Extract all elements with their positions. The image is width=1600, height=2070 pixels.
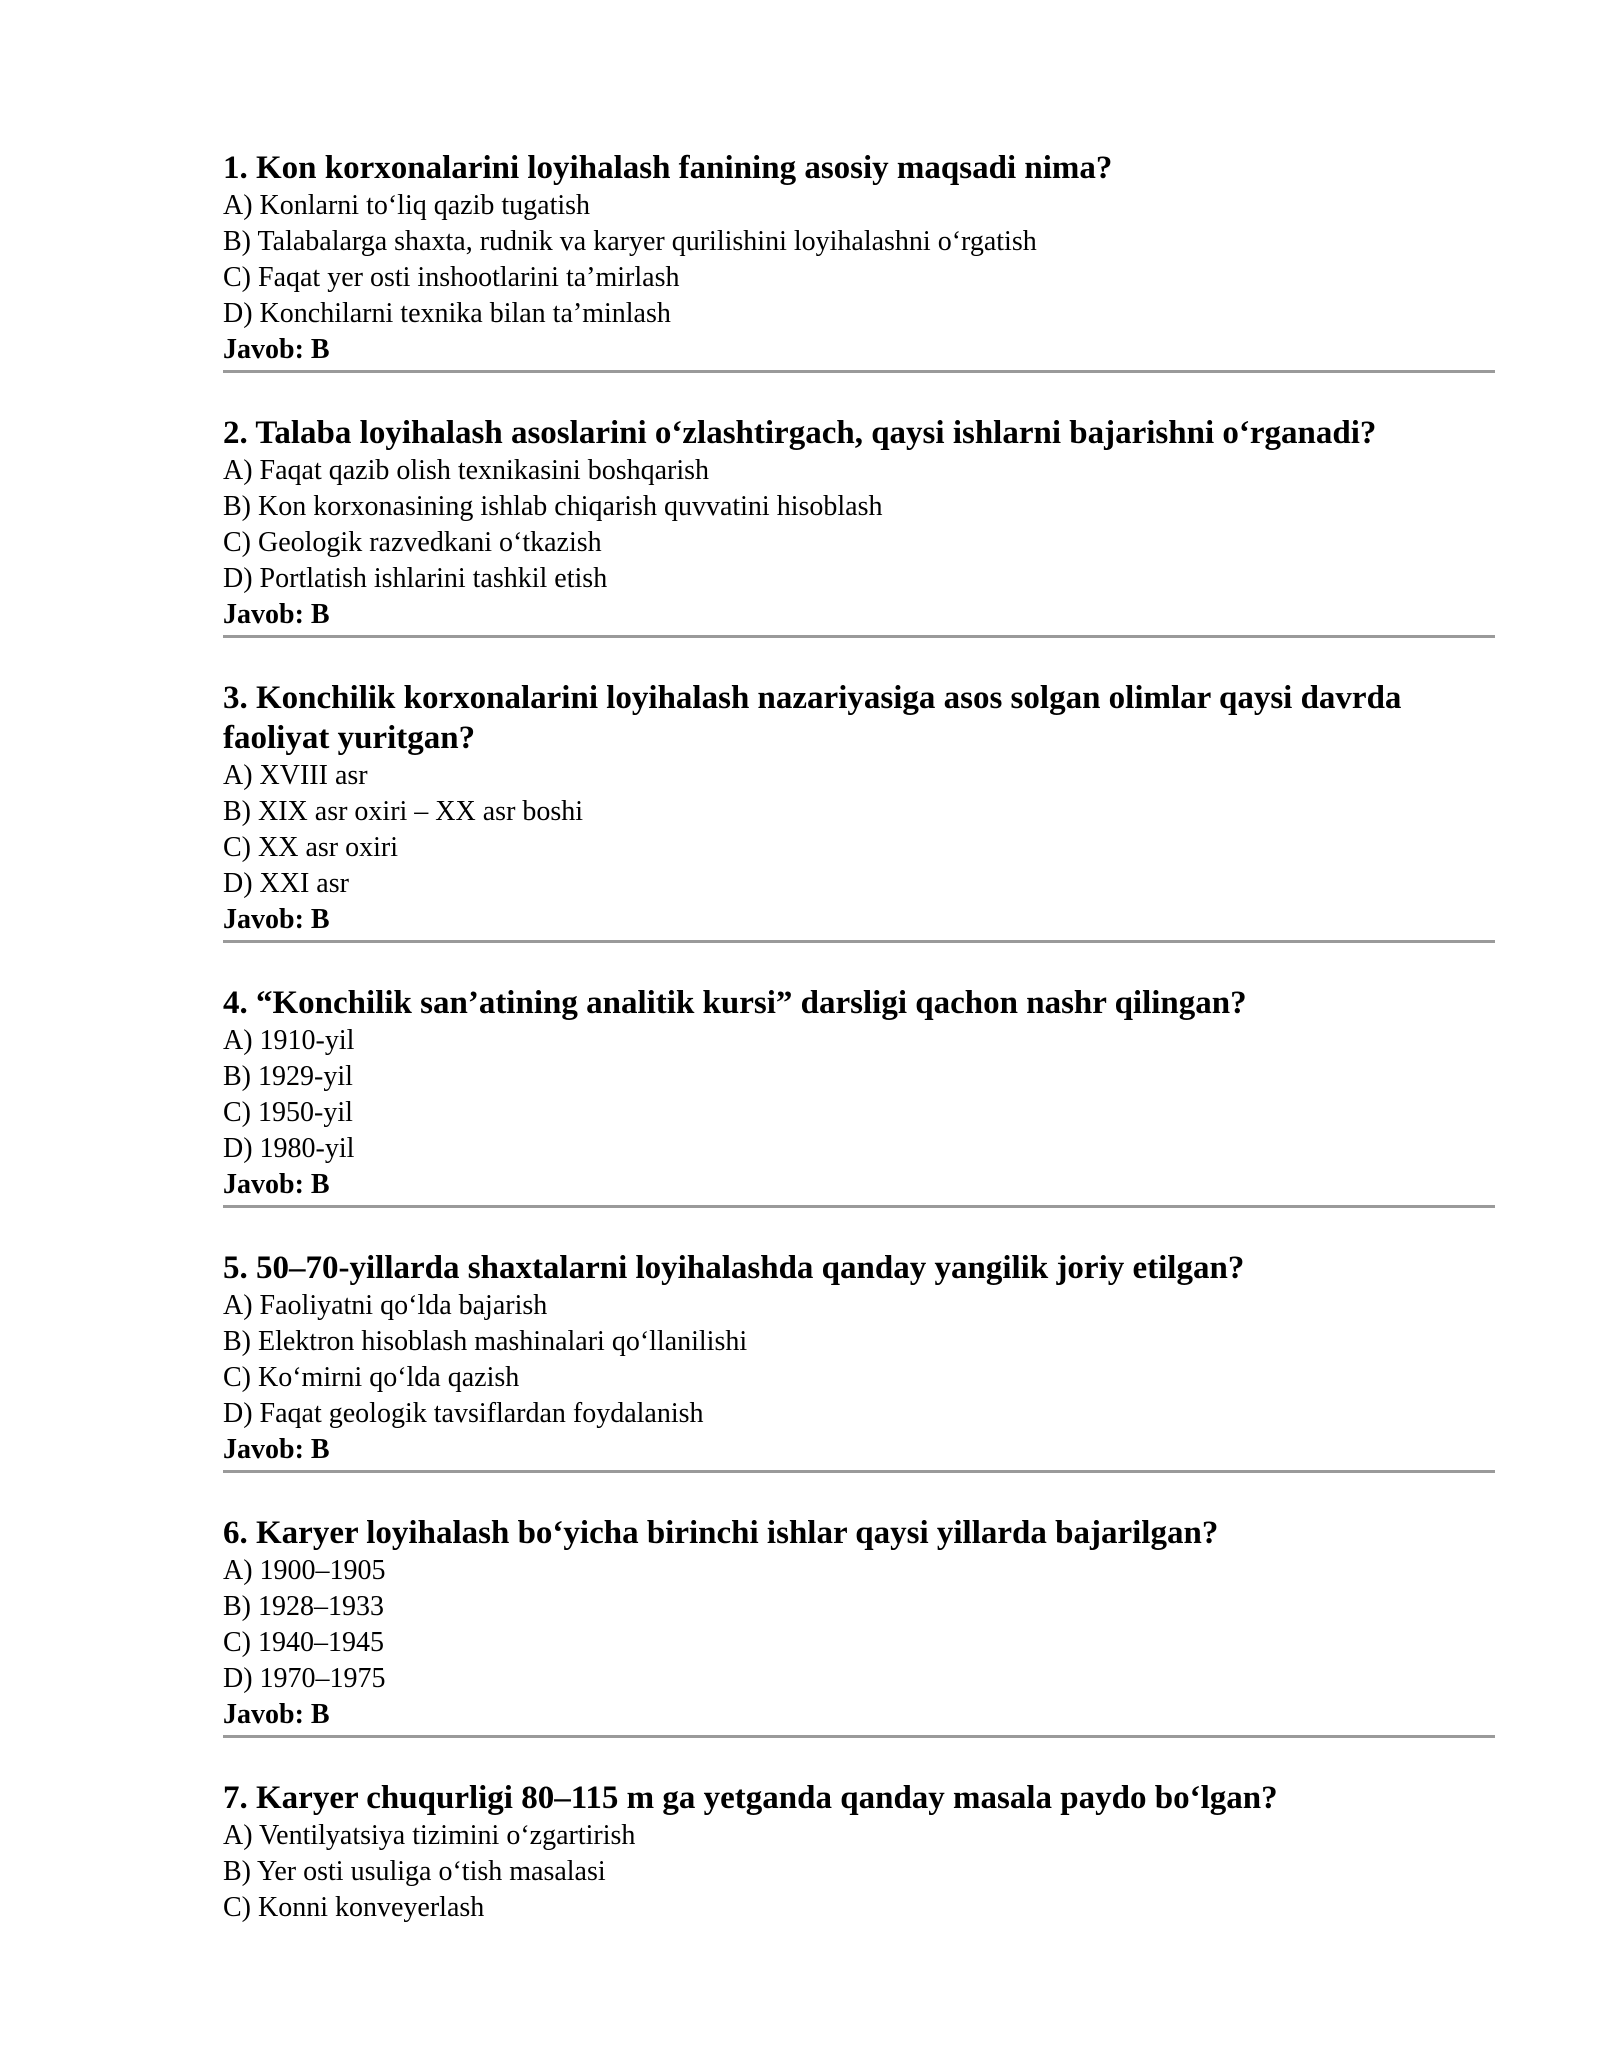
separator-line [223, 1205, 1495, 1208]
question-title: 3. Konchilik korxonalarini loyihalash nazariyasiga asos solgan olimlar qaysi davrda faoliyat yuritgan? [223, 680, 1402, 756]
option-a: A) 1900–1905 [223, 1555, 386, 1586]
document-page [223, 148, 1495, 1926]
option-c: C) Ko‘mirni qo‘lda qazish [223, 1362, 520, 1393]
option-a: A) XVIII asr [223, 760, 368, 791]
option-a: A) Faqat qazib olish texnikasini boshqarish [223, 455, 710, 486]
option-c: C) Faqat yer osti inshootlarini ta’mirlash [223, 262, 680, 293]
question-title: 5. 50–70-yillarda shaxtalarni loyihalashda qanday yangilik joriy etilgan? [223, 1250, 1245, 1286]
option-a: A) 1910-yil [223, 1025, 355, 1056]
option-b: B) Yer osti usuliga o‘tish masalasi [223, 1856, 606, 1887]
option-d: D) Konchilarni texnika bilan ta’minlash [223, 298, 671, 329]
question-title: 4. “Konchilik san’atining analitik kursi” darsligi qachon nashr qilingan? [223, 985, 1247, 1021]
option-b: B) XIX asr oxiri – XX asr boshi [223, 796, 584, 827]
answer-label: Javob: B [223, 1434, 330, 1465]
answer-label: Javob: B [223, 599, 330, 630]
separator-line [223, 940, 1495, 943]
question-title: 1. Kon korxonalarini loyihalash fanining asosiy maqsadi nima? [223, 150, 1113, 186]
option-c: C) 1950-yil [223, 1097, 353, 1128]
option-c: C) XX asr oxiri [223, 832, 398, 863]
question-3 [223, 678, 1495, 943]
question-title: 6. Karyer loyihalash bo‘yicha birinchi ishlar qaysi yillarda bajarilgan? [223, 1515, 1219, 1551]
answer-label: Javob: B [223, 904, 330, 935]
question-4 [223, 983, 1495, 1208]
separator-line [223, 635, 1495, 638]
question-5 [223, 1248, 1495, 1473]
question-2 [223, 413, 1495, 638]
option-d: D) 1980-yil [223, 1133, 355, 1164]
option-d: D) 1970–1975 [223, 1663, 386, 1694]
option-a: A) Ventilyatsiya tizimini o‘zgartirish [223, 1820, 636, 1851]
separator-line [223, 1470, 1495, 1473]
question-1 [223, 148, 1495, 373]
question-6 [223, 1513, 1495, 1738]
question-title: 7. Karyer chuqurligi 80–115 m ga yetganda qanday masala paydo bo‘lgan? [223, 1780, 1278, 1816]
option-d: D) Portlatish ishlarini tashkil etish [223, 563, 608, 594]
option-d: D) Faqat geologik tavsiflardan foydalanish [223, 1398, 704, 1429]
separator-line [223, 1735, 1495, 1738]
option-d: D) XXI asr [223, 868, 349, 899]
option-c: C) Geologik razvedkani o‘tkazish [223, 527, 602, 558]
separator-line [223, 370, 1495, 373]
option-a: A) Konlarni to‘liq qazib tugatish [223, 190, 591, 221]
answer-label: Javob: B [223, 1169, 330, 1200]
option-b: B) Talabalarga shaxta, rudnik va karyer qurilishini loyihalashni o‘rgatish [223, 226, 1037, 257]
option-b: B) 1929-yil [223, 1061, 353, 1092]
option-b: B) Elektron hisoblash mashinalari qo‘llanilishi [223, 1326, 748, 1357]
question-title: 2. Talaba loyihalash asoslarini o‘zlashtirgach, qaysi ishlarni bajarishni o‘rganadi? [223, 415, 1377, 451]
option-c: C) Konni konveyerlash [223, 1892, 485, 1923]
option-c: C) 1940–1945 [223, 1627, 384, 1658]
option-a: A) Faoliyatni qo‘lda bajarish [223, 1290, 548, 1321]
option-b: B) Kon korxonasining ishlab chiqarish quvvatini hisoblash [223, 491, 883, 522]
answer-label: Javob: B [223, 334, 330, 365]
option-b: B) 1928–1933 [223, 1591, 384, 1622]
answer-label: Javob: B [223, 1699, 330, 1730]
question-7 [223, 1778, 1495, 1926]
